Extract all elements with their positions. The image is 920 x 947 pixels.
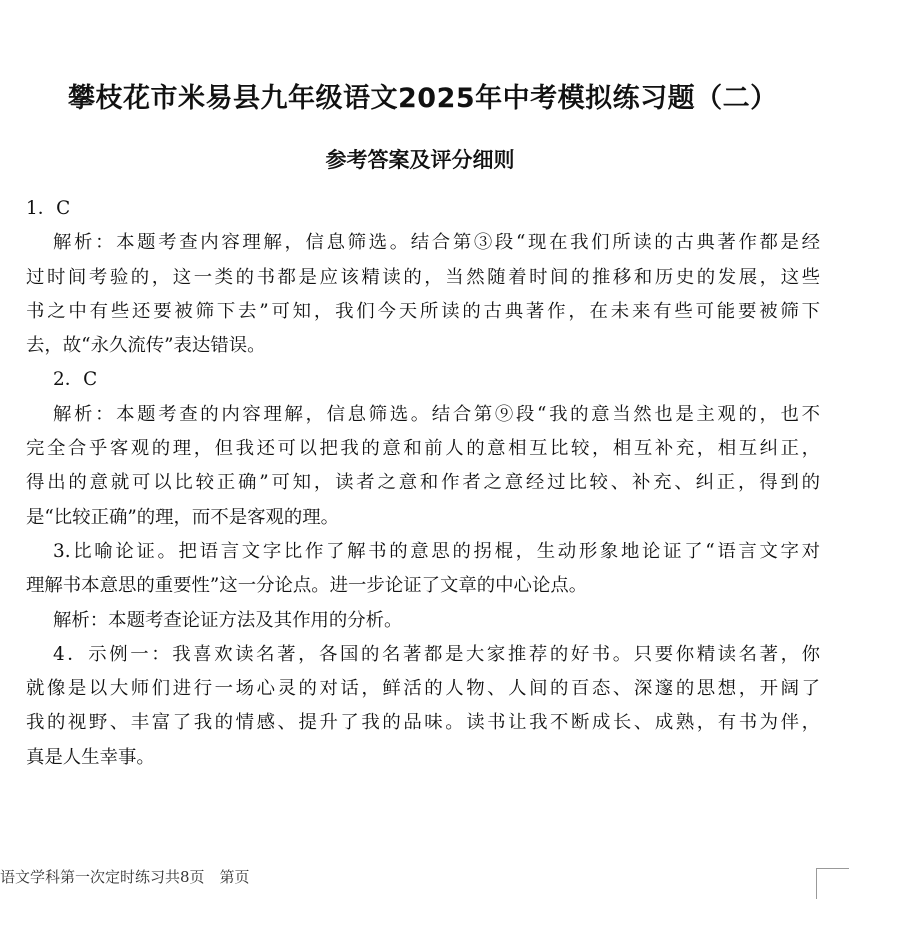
answer-content [26,192,820,775]
answer-1-analysis-line: 解析：本题考查内容理解，信息筛选。结合第③段“现在我们所读的古典著作都是经 [53,232,820,254]
page-subtitle: 参考答案及评分细则 [325,148,515,172]
answer-4-line: 真是人生幸事。 [26,746,155,768]
answer-4-line: 4．示例一：我喜欢读名著，各国的名著都是大家推荐的好书。只要你精读名著，你 [53,643,820,665]
answer-1-analysis-line: 过时间考验的，这一类的书都是应该精读的，当然随着时间的推移和历史的发展，这些 [26,266,820,288]
answer-4-line: 我的视野、丰富了我的情感、提升了我的品味。读书让我不断成长、成熟，有书为伴， [26,712,820,734]
answer-1-analysis-line: 去，故“永久流传”表达错误。 [26,335,266,357]
answer-3-line: 3.比喻论证。把语言文字比作了解书的意思的拐棍，生动形象地论证了“语言文字对 [53,540,820,562]
answer-2-analysis-line: 得出的意就可以比较正确”可知，读者之意和作者之意经过比较、补充、纠正，得到的 [26,472,820,494]
answer-2-analysis-line: 解析：本题考查的内容理解，信息筛选。结合第⑨段“我的意当然也是主观的，也不 [53,403,820,425]
answer-1-label: 1．C [26,198,71,219]
answer-3-analysis-line: 解析：本题考查论证方法及其作用的分析。 [53,609,403,631]
page-title: 攀枝花市米易县九年级语文2025年中考模拟练习题（二） [68,83,778,114]
answer-3-line: 理解书本意思的重要性”这一分论点。进一步论证了文章的中心论点。 [26,575,588,597]
answer-2-analysis-line: 完全合乎客观的理，但我还可以把我的意和前人的意相互比较，相互补充，相互纠正， [26,438,820,460]
answer-4-line: 就像是以大师们进行一场心灵的对话，鲜活的人物、人间的百态、深邃的思想，开阔了 [26,678,820,700]
answer-2-label: 2．C [53,369,98,391]
answer-2-analysis-line: 是“比较正确”的理，而不是客观的理。 [26,506,340,528]
corner-crop-mark [816,868,849,899]
answer-1-analysis-line: 书之中有些还要被筛下去”可知，我们今天所读的古典著作，在未来有些可能要被筛下 [26,300,820,322]
page-footer: 语文学科第一次定时练习共8页 第页 [0,868,250,886]
